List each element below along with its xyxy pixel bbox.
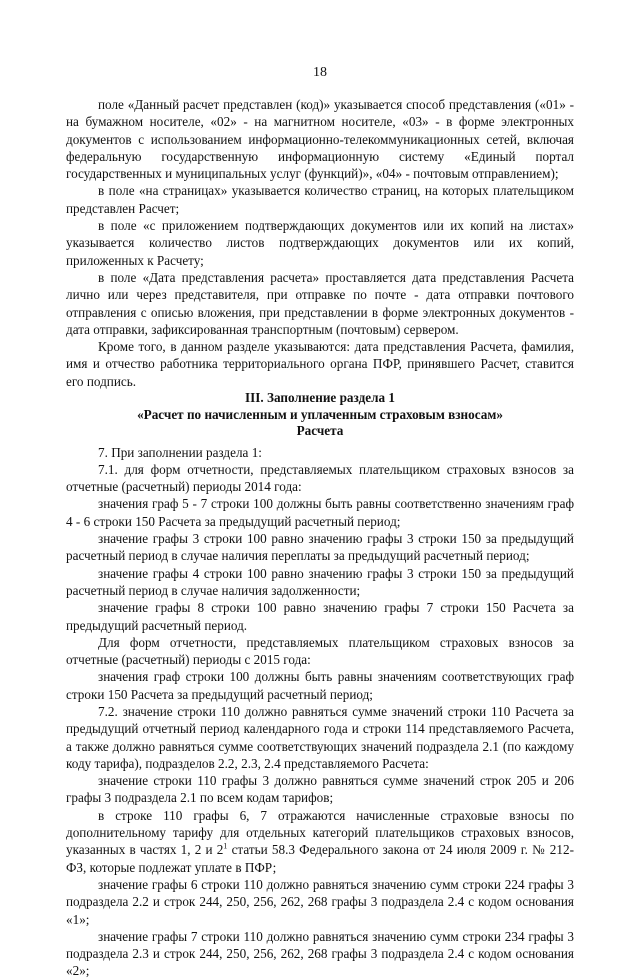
section-subtitle-2: Расчета bbox=[296, 423, 344, 439]
superscript: 1 bbox=[223, 841, 228, 851]
section-subtitle: «Расчет по начисленным и уплаченным страховым взносам» bbox=[137, 406, 503, 422]
paragraph: значения граф 5 - 7 строки 100 должны быть равны соответственно значениям граф 4 - 6 строки 150 Расчета за предыдущий расчетный период; bbox=[66, 496, 574, 529]
paragraph: значение графы 3 строки 100 равно значению графы 3 строки 150 за предыдущий расчетный период в случае наличия переплаты за предыдущий расчетный период; bbox=[66, 531, 574, 564]
section-heading bbox=[66, 390, 574, 440]
document-body bbox=[66, 96, 574, 980]
paragraph-text: в строке 110 графы 6, 7 отражаются начисленные страховые взносы по дополнительному тарифу для отдельных категорий плательщиков страховых взносов, указанных в частях 1, 2 и 2 bbox=[66, 807, 574, 858]
paragraph: поле «Данный расчет представлен (код)» указывается способ представления («01» - на бумажном носителе, «02» - на магнитном носителе, «03» - в форме электронных документов с использованием информационно-телекоммуникационных сетей, включая федеральную государственную информационную систему «Единый портал государственных и муниципальных услуг (функций)», «04» - почтовым отправлением); bbox=[66, 97, 574, 182]
paragraph: Кроме того, в данном разделе указываются: дата представления Расчета, фамилия, имя и отчество работника территориального органа ПФР, принявшего Расчет, ставится его подпись. bbox=[66, 339, 574, 389]
paragraph: значение графы 6 строки 110 должно равняться значению сумм строки 224 графы 3 подраздела 2.2 и строк 244, 250, 256, 262, 268 графы 3 подраздела 2.4 с кодом основания «1»; bbox=[66, 876, 574, 927]
paragraph-text: статьи 58.3 Федерального закона от 24 июля 2009 г. № 212-ФЗ, которые подлежат уплате в ПФР; bbox=[66, 842, 574, 875]
paragraph: 7. При заполнении раздела 1: bbox=[98, 444, 262, 460]
paragraph: Для форм отчетности, представляемых плательщиком страховых взносов за отчетные (расчетный) периоды с 2015 года: bbox=[66, 634, 574, 668]
section-title: III. Заполнение раздела 1 bbox=[245, 390, 395, 406]
paragraph: значение графы 4 строки 100 равно значению графы 3 строки 150 за предыдущий расчетный период в случае наличия задолженности; bbox=[66, 565, 574, 598]
paragraph: значения граф строки 100 должны быть равны значениям соответствующих граф строки 150 Расчета за предыдущий расчетный период; bbox=[66, 669, 574, 702]
page-number: 18 bbox=[313, 65, 327, 80]
paragraph: 7.1. для форм отчетности, представляемых плательщиком страховых взносов за отчетные (расчетный) периоды 2014 года: bbox=[66, 461, 574, 495]
paragraph-with-superscript bbox=[66, 807, 574, 876]
paragraph: в поле «на страницах» указывается количество страниц, на которых плательщиком представлен Расчет; bbox=[66, 183, 574, 216]
paragraph: значение графы 8 строки 100 равно значению графы 7 строки 150 Расчета за предыдущий расчетный период. bbox=[66, 600, 574, 633]
paragraph: значение графы 7 строки 110 должно равняться значению сумм строки 234 графы 3 подраздела 2.3 и строк 244, 250, 256, 262, 268 графы 3 подраздела 2.4 с кодом основания «2»; bbox=[66, 928, 574, 979]
paragraph: 7.2. значение строки 110 должно равняться сумме значений строки 110 Расчета за предыдущий отчетный период календарного года и строки 114 представляемого Расчета, а также должно равняться сумме соответствующих значений подраздела 2.1 (по каждому коду тарифа), подразделов 2.2, 2.3, 2.4 представляемого Расчета: bbox=[66, 704, 574, 771]
paragraph: значение строки 110 графы 3 должно равняться сумме значений строк 205 и 206 графы 3 подраздела 2.1 по всем кодам тарифов; bbox=[66, 773, 574, 806]
paragraph: в поле «с приложением подтверждающих документов или их копий на листах» указывается количество листов подтверждающих документов или их копий, приложенных к Расчету; bbox=[66, 218, 574, 268]
paragraph: в поле «Дата представления расчета» проставляется дата представления Расчета лично или через представителя, при отправке по почте - дата отправки почтового отправления с описью вложения, при представлении в форме электронных документов - дата отправки, зафиксированная транспортным (почтовым) сервером. bbox=[66, 269, 574, 337]
